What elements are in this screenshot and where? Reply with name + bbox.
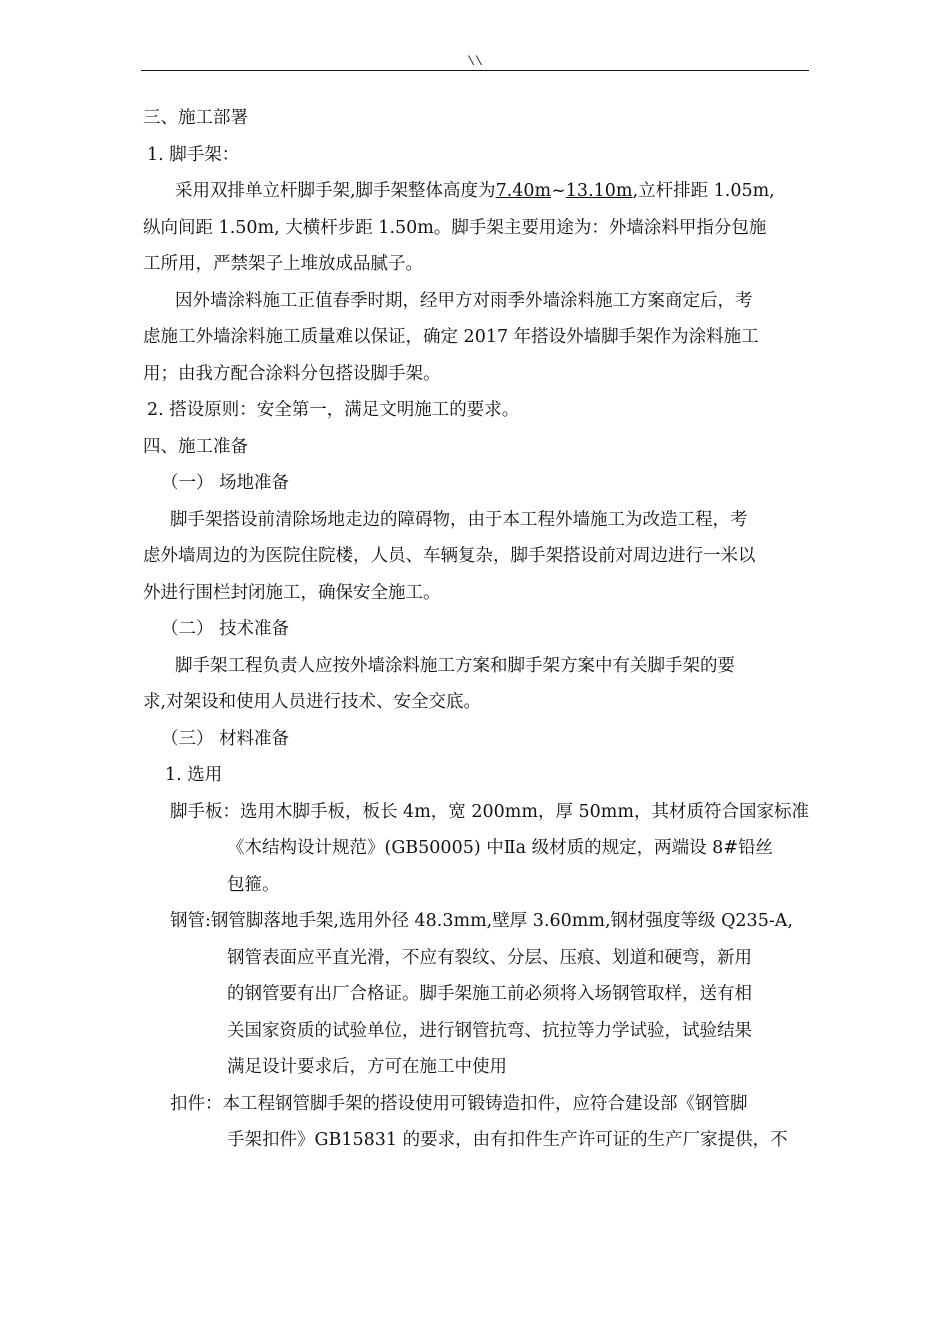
item-2: 2. 搭设原则：安全第一，满足文明施工的要求。 bbox=[147, 400, 520, 420]
subsection-2-line-1: 脚手架工程负责人应按外墙涂料施工方案和脚手架方案中有关脚手架的要 bbox=[175, 655, 735, 676]
subsection-3-heading: （三） 材料准备 bbox=[161, 728, 290, 749]
subsection-1-line-1: 脚手架搭设前清除场地走边的障碍物，由于本工程外墙施工为改造工程，考 bbox=[170, 509, 748, 530]
steel-pipe-line-1: 钢管:钢管脚落地手架,选用外径 48.3mm,壁厚 3.60mm,钢材强度等级 Q235-A, bbox=[170, 911, 793, 931]
document-body bbox=[143, 100, 808, 1159]
select-label: 1. 选用 bbox=[165, 765, 223, 785]
steel-pipe-line-3: 的钢管要有出厂合格证。脚手架施工前必须将入场钢管取样，送有相 bbox=[227, 984, 752, 1004]
steel-pipe-line-2: 钢管表面应平直光滑，不应有裂纹、分层、压痕、划道和硬弯，新用 bbox=[227, 947, 752, 968]
subsection-2-heading: （二） 技术准备 bbox=[161, 619, 290, 639]
steel-pipe-line-5: 满足设计要求后，方可在施工中使用 bbox=[227, 1057, 507, 1077]
p1-text-a: 采用双排单立杆脚手架,脚手架整体高度为 bbox=[175, 181, 496, 201]
clamp-line-1: 扣件：本工程钢管脚手架的搭设使用可锻铸造扣件，应符合建设部《钢管脚 bbox=[170, 1093, 748, 1114]
subsection-2-line-2: 求,对架设和使用人员进行技术、安全交底。 bbox=[143, 692, 482, 712]
header-mark: \\ bbox=[467, 54, 483, 69]
p1-tilde: ~ bbox=[551, 181, 566, 201]
header-rule bbox=[141, 70, 809, 71]
steel-pipe-line-4: 关国家资质的试验单位，进行钢管抗弯、抗拉等力学试验，试验结果 bbox=[227, 1020, 752, 1041]
scaffold-board-line-3: 包箍。 bbox=[227, 874, 280, 895]
paragraph-1-line-2: 纵向间距 1.50m, 大横杆步距 1.50m。脚手架主要用途为：外墙涂料甲指分包施 bbox=[143, 217, 767, 238]
scaffold-board-line-1: 脚手板：选用木脚手板，板长 4m，宽 200mm，厚 50mm，其材质符合国家标准 bbox=[170, 801, 809, 822]
subsection-1-line-3: 外进行围栏封闭施工，确保安全施工。 bbox=[143, 582, 441, 603]
subsection-1-line-2: 虑外墙周边的为医院住院楼，人员、车辆复杂，脚手架搭设前对周边进行一米以 bbox=[143, 546, 756, 566]
paragraph-2-line-2: 虑施工外墙涂料施工质量难以保证，确定 2017 年搭设外墙脚手架作为涂料施工 bbox=[143, 327, 759, 347]
p1-text-b: ,立杆排距 1.05m, bbox=[632, 181, 775, 201]
subsection-1-heading: （一） 场地准备 bbox=[161, 473, 290, 493]
clamp-line-2: 手架扣件》GB15831 的要求，由有扣件生产许可证的生产厂家提供，不 bbox=[227, 1130, 788, 1150]
paragraph-2-line-3: 用；由我方配合涂料分包搭设脚手架。 bbox=[143, 363, 441, 384]
item-1-label: 1. 脚手架： bbox=[147, 144, 240, 165]
paragraph-1-line-1 bbox=[143, 173, 808, 210]
paragraph-2-line-1: 因外墙涂料施工正值春季时期，经甲方对雨季外墙涂料施工方案商定后，考 bbox=[175, 290, 753, 311]
p1-height-min: 7.40m bbox=[495, 181, 552, 201]
p1-height-max: 13.10m bbox=[565, 181, 633, 201]
scaffold-board-line-2: 《木结构设计规范》(GB50005) 中Ⅱa 级材质的规定，两端设 8#铅丝 bbox=[227, 838, 773, 858]
section-3-heading: 三、施工部署 bbox=[143, 108, 248, 128]
section-4-heading: 四、施工准备 bbox=[143, 436, 248, 457]
paragraph-1-line-3: 工所用，严禁架子上堆放成品腻子。 bbox=[143, 254, 423, 274]
